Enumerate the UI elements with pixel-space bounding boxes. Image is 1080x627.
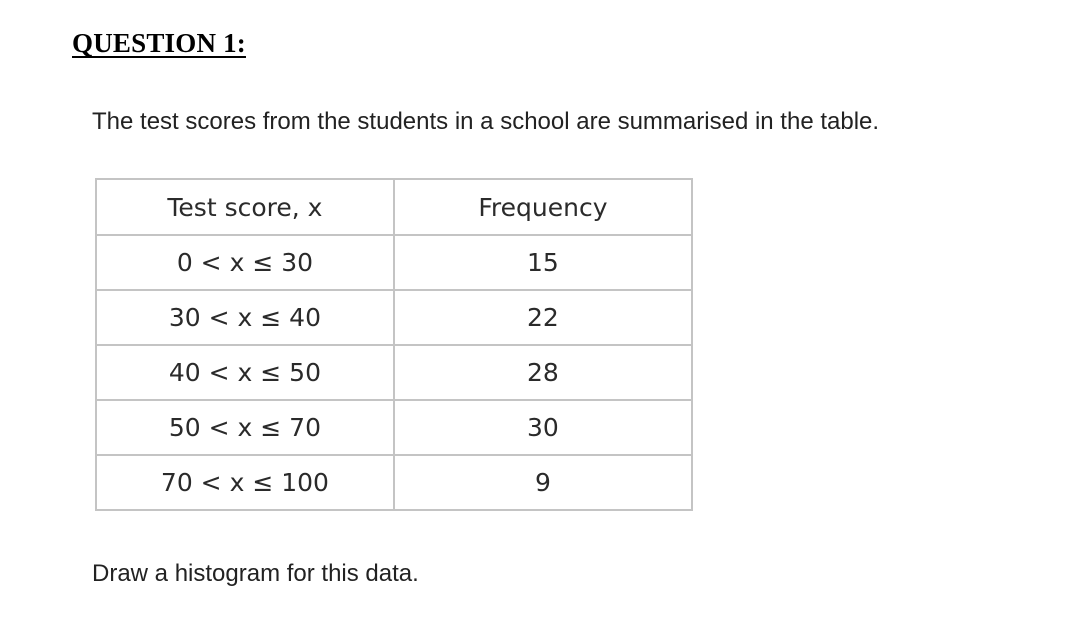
table-row — [96, 455, 692, 510]
frequency-cell: 22 — [394, 290, 692, 345]
frequency-cell: 15 — [394, 235, 692, 290]
score-table — [95, 178, 693, 511]
frequency-cell: 30 — [394, 400, 692, 455]
frequency-cell: 9 — [394, 455, 692, 510]
header-test-score: Test score, x — [96, 179, 394, 235]
instruction-text: Draw a histogram for this data. — [92, 560, 419, 587]
question-heading: QUESTION 1: — [72, 28, 246, 58]
header-frequency: Frequency — [394, 179, 692, 235]
table-row — [96, 290, 692, 345]
table-row — [96, 400, 692, 455]
intro-text: The test scores from the students in a school are summarised in the table. — [92, 108, 880, 135]
score-cell: 40 < x ≤ 50 — [96, 345, 394, 400]
table-row — [96, 235, 692, 290]
score-cell: 70 < x ≤ 100 — [96, 455, 394, 510]
score-cell: 50 < x ≤ 70 — [96, 400, 394, 455]
score-cell: 30 < x ≤ 40 — [96, 290, 394, 345]
score-cell: 0 < x ≤ 30 — [96, 235, 394, 290]
table-header-row — [96, 179, 692, 235]
table-row — [96, 345, 692, 400]
frequency-cell: 28 — [394, 345, 692, 400]
